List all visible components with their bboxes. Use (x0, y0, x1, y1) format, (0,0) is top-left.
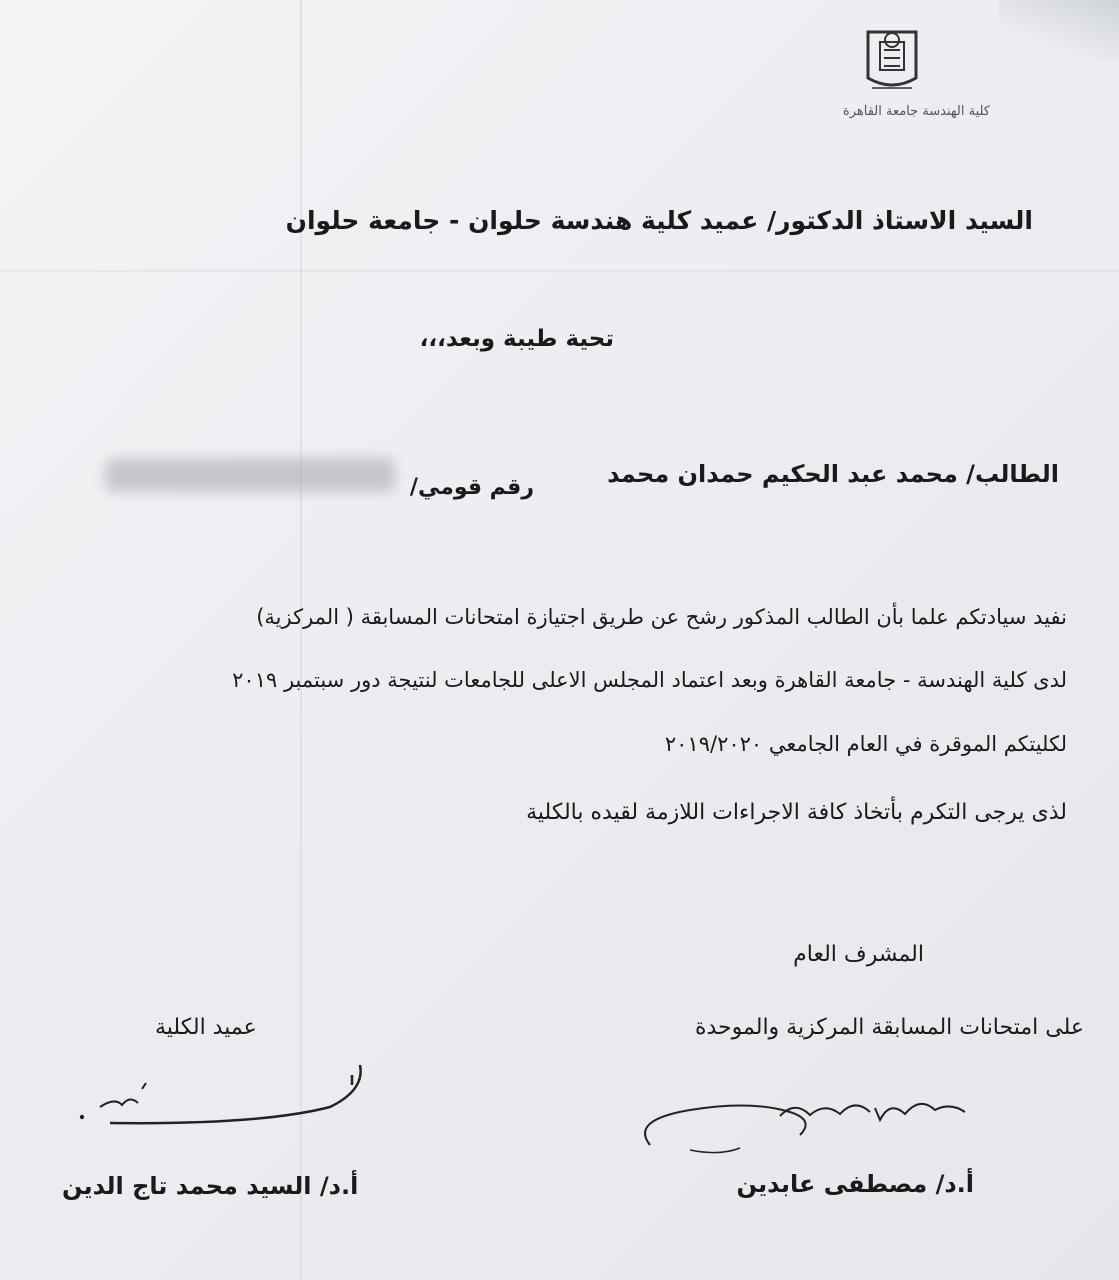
addressee-line: السيد الاستاذ الدكتور/ عميد كلية هندسة حلوان - جامعة حلوان (285, 206, 1033, 235)
body-line-2: لدى كلية الهندسة - جامعة القاهرة وبعد اعتماد المجلس الاعلى للجامعات لنتيجة دور سبتمبر ٢٠١٩ (232, 668, 1067, 692)
supervisor-name: أ.د/ مصطفى عابدين (736, 1170, 974, 1198)
supervisor-signature (630, 1090, 980, 1165)
body-line-1: نفيد سيادتكم علما بأن الطالب المذكور رشح عن طريق اجتيازة امتحانات المسابقة ( المركزية) (256, 605, 1067, 629)
cairo-university-logo-icon (862, 26, 922, 96)
paper-corner-shadow (999, 0, 1119, 60)
blurred-national-id (105, 458, 395, 492)
national-id-label: رقم قومي/ (409, 475, 534, 500)
greeting-line: تحية طيبة وبعد،،، (419, 326, 614, 352)
body-line-3: لكليتكم الموقرة في العام الجامعي ٢٠١٩/٢٠٢٠ (664, 732, 1067, 756)
body-line-4: لذى يرجى التكرم بأتخاذ كافة الاجراءات اللازمة لقيده بالكلية (526, 800, 1067, 825)
dean-title: عميد الكلية (155, 1015, 257, 1040)
paper-fold-horizontal (0, 270, 1119, 272)
student-name-line: الطالب/ محمد عبد الحكيم حمدان محمد (607, 460, 1059, 488)
supervisor-title: المشرف العام (793, 942, 924, 967)
dean-name: أ.د/ السيد محمد تاج الدين (62, 1172, 359, 1200)
dean-signature (60, 1045, 370, 1135)
logo-caption: كلية الهندسة جامعة القاهرة (842, 104, 990, 119)
supervisor-subtitle: على امتحانات المسابقة المركزية والموحدة (694, 1015, 1084, 1040)
